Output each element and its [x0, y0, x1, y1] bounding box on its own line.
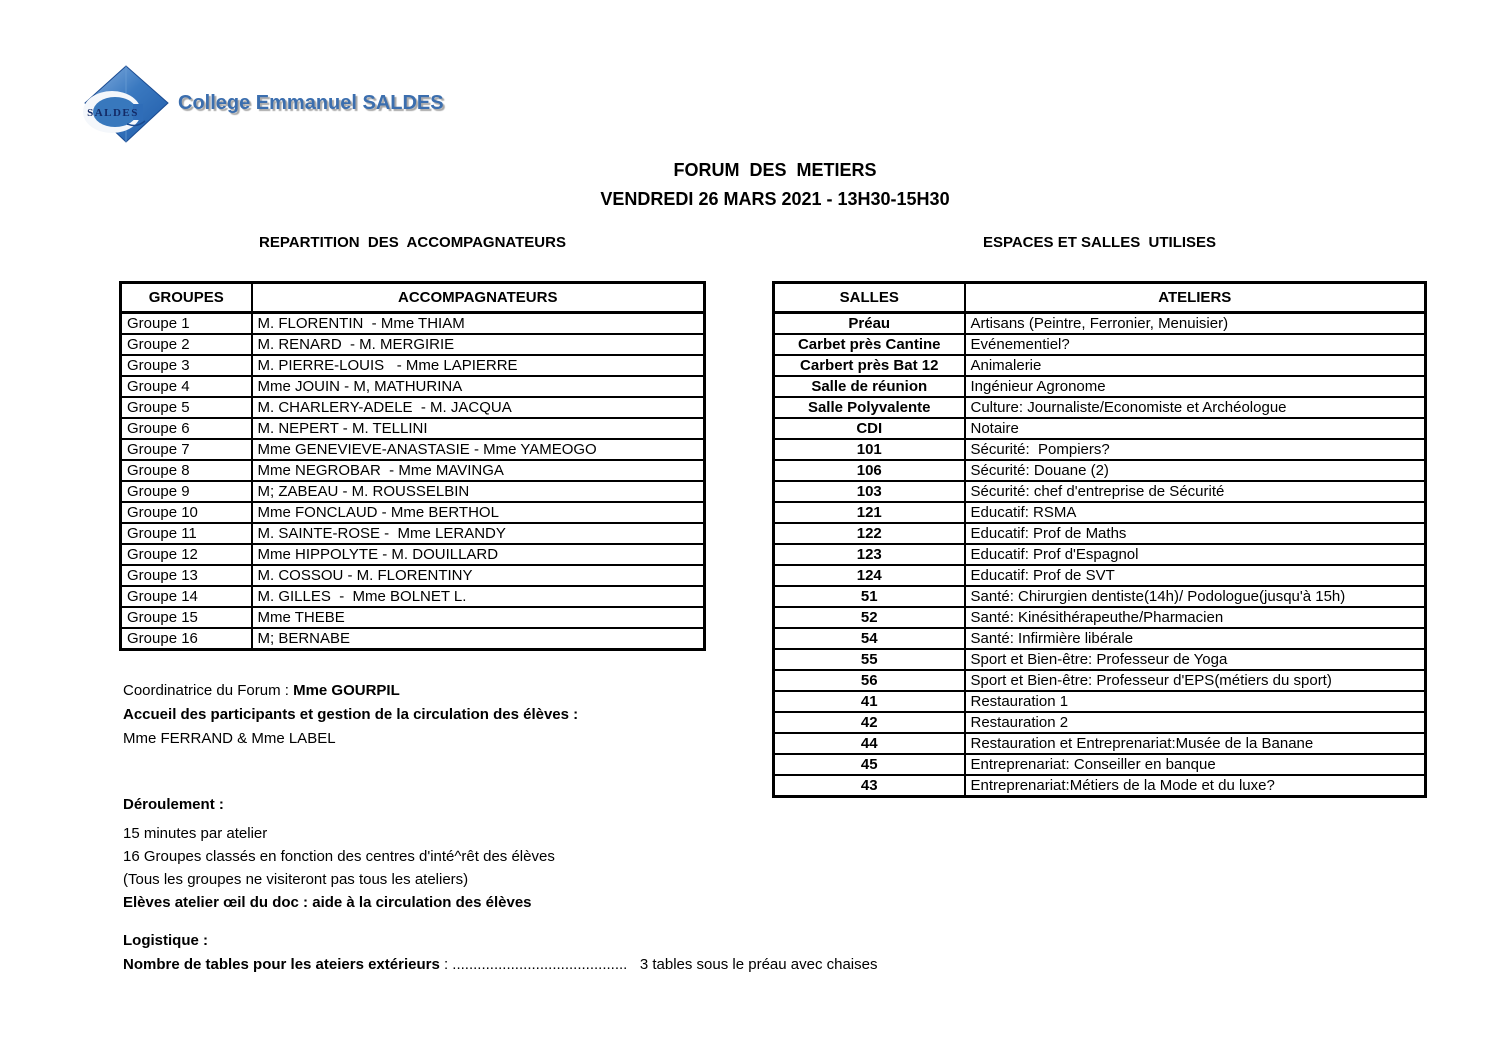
table-cell: Culture: Journaliste/Economiste et Archéologue: [965, 397, 1426, 418]
logistique-heading: Logistique :: [123, 932, 208, 949]
table-cell: 101: [774, 439, 965, 460]
coordination-notes: [123, 679, 578, 751]
table-cell: Sport et Bien-être: Professeur d'EPS(métiers du sport): [965, 670, 1426, 691]
table-row: [774, 670, 1426, 691]
table-row: [774, 712, 1426, 733]
table-cell: Mme GENEVIEVE-ANASTASIE - Mme YAMEOGO: [252, 439, 705, 460]
accueil-names: Mme FERRAND & Mme LABEL: [123, 730, 336, 747]
title-line-1: FORUM DES METIERS: [673, 160, 877, 180]
document-title: [55, 156, 1495, 214]
table-cell: Groupe 9: [121, 481, 252, 502]
table-header-row: [121, 283, 705, 313]
school-logo-icon: [83, 64, 173, 146]
column-header-accompagnateurs: ACCOMPAGNATEURS: [252, 283, 705, 313]
left-section-title: REPARTITION DES ACCOMPAGNATEURS: [259, 234, 566, 251]
table-cell: Sécurité: chef d'entreprise de Sécurité: [965, 481, 1426, 502]
table-cell: Groupe 6: [121, 418, 252, 439]
table-row: [774, 355, 1426, 376]
table-cell: M. FLORENTIN - Mme THIAM: [252, 313, 705, 335]
table-row: [121, 628, 705, 650]
table-row: [774, 775, 1426, 797]
table-cell: M; ZABEAU - M. ROUSSELBIN: [252, 481, 705, 502]
table-cell: Groupe 10: [121, 502, 252, 523]
table-cell: Groupe 14: [121, 586, 252, 607]
table-cell: Entreprenariat: Conseiller en banque: [965, 754, 1426, 775]
table-cell: Groupe 12: [121, 544, 252, 565]
table-row: [121, 502, 705, 523]
deroulement-line: 15 minutes par atelier: [123, 825, 268, 842]
table-row: [774, 733, 1426, 754]
table-row: [774, 691, 1426, 712]
table-cell: Ingénieur Agronome: [965, 376, 1426, 397]
salles-table: [772, 281, 1427, 798]
table-cell: Educatif: RSMA: [965, 502, 1426, 523]
table-cell: Mme FONCLAUD - Mme BERTHOL: [252, 502, 705, 523]
column-header-groupes: GROUPES: [121, 283, 252, 313]
table-row: [774, 523, 1426, 544]
table-cell: Santé: Chirurgien dentiste(14h)/ Podologue(jusqu'à 15h): [965, 586, 1426, 607]
coordinator-label: Coordinatrice du Forum :: [123, 682, 294, 699]
logistique-section: [123, 929, 878, 977]
table-cell: 42: [774, 712, 965, 733]
table-cell: M. NEPERT - M. TELLINI: [252, 418, 705, 439]
table-cell: Groupe 1: [121, 313, 252, 335]
table-cell: 54: [774, 628, 965, 649]
table-row: [774, 313, 1426, 335]
table-cell: Artisans (Peintre, Ferronier, Menuisier): [965, 313, 1426, 335]
accompagnateurs-table-container: [119, 281, 706, 651]
table-cell: Groupe 11: [121, 523, 252, 544]
table-cell: 51: [774, 586, 965, 607]
deroulement-heading: Déroulement :: [123, 796, 224, 813]
table-cell: M. GILLES - Mme BOLNET L.: [252, 586, 705, 607]
table-cell: 121: [774, 502, 965, 523]
table-row: [121, 607, 705, 628]
table-cell: Mme THEBE: [252, 607, 705, 628]
table-cell: Restauration 2: [965, 712, 1426, 733]
table-row: [774, 565, 1426, 586]
deroulement-section: [123, 793, 555, 914]
column-header-ateliers: ATELIERS: [965, 283, 1426, 313]
table-row: [121, 313, 705, 335]
table-cell: Educatif: Prof de Maths: [965, 523, 1426, 544]
table-row: [774, 439, 1426, 460]
table-row: [774, 397, 1426, 418]
table-cell: Restauration 1: [965, 691, 1426, 712]
table-cell: Mme HIPPOLYTE - M. DOUILLARD: [252, 544, 705, 565]
table-cell: Préau: [774, 313, 965, 335]
table-cell: M. CHARLERY-ADELE - M. JACQUA: [252, 397, 705, 418]
deroulement-line: Elèves atelier œil du doc : aide à la circulation des élèves: [123, 894, 532, 911]
column-header-salles: SALLES: [774, 283, 965, 313]
table-cell: Sport et Bien-être: Professeur de Yoga: [965, 649, 1426, 670]
table-row: [121, 397, 705, 418]
table-cell: Santé: Infirmière libérale: [965, 628, 1426, 649]
table-cell: 124: [774, 565, 965, 586]
table-row: [121, 418, 705, 439]
table-cell: 44: [774, 733, 965, 754]
table-cell: Groupe 3: [121, 355, 252, 376]
table-cell: Groupe 13: [121, 565, 252, 586]
table-row: [121, 481, 705, 502]
deroulement-line: 16 Groupes classés en fonction des centres d'inté^rêt des élèves: [123, 848, 555, 865]
table-cell: Salle Polyvalente: [774, 397, 965, 418]
table-cell: Mme JOUIN - M, MATHURINA: [252, 376, 705, 397]
table-cell: Carbert près Bat 12: [774, 355, 965, 376]
table-cell: Educatif: Prof d'Espagnol: [965, 544, 1426, 565]
table-cell: Animalerie: [965, 355, 1426, 376]
table-row: [774, 628, 1426, 649]
table-header-row: [774, 283, 1426, 313]
table-row: [774, 502, 1426, 523]
table-cell: Groupe 5: [121, 397, 252, 418]
table-cell: Carbet près Cantine: [774, 334, 965, 355]
table-cell: 41: [774, 691, 965, 712]
table-cell: 56: [774, 670, 965, 691]
table-row: [121, 565, 705, 586]
accueil-heading: Accueil des participants et gestion de la circulation des élèves :: [123, 706, 579, 723]
table-row: [774, 334, 1426, 355]
table-cell: Notaire: [965, 418, 1426, 439]
table-row: [774, 754, 1426, 775]
right-section-title: ESPACES ET SALLES UTILISES: [982, 234, 1217, 251]
table-cell: Groupe 8: [121, 460, 252, 481]
table-cell: M. RENARD - M. MERGIRIE: [252, 334, 705, 355]
accompagnateurs-table: [119, 281, 706, 651]
coordinator-line: [123, 679, 578, 703]
table-row: [121, 439, 705, 460]
table-cell: Groupe 2: [121, 334, 252, 355]
deroulement-line: (Tous les groupes ne visiteront pas tous les ateliers): [123, 871, 469, 888]
table-cell: 122: [774, 523, 965, 544]
table-row: [121, 544, 705, 565]
table-cell: 55: [774, 649, 965, 670]
table-cell: Sécurité: Douane (2): [965, 460, 1426, 481]
coordinator-name: Mme GOURPIL: [293, 682, 400, 699]
table-row: [774, 586, 1426, 607]
table-row: [121, 355, 705, 376]
table-cell: M. SAINTE-ROSE - Mme LERANDY: [252, 523, 705, 544]
table-row: [774, 544, 1426, 565]
title-line-2: VENDREDI 26 MARS 2021 - 13H30-15H30: [600, 189, 950, 209]
logistique-value: 3 tables sous le préau avec chaises: [639, 956, 878, 973]
table-cell: Groupe 15: [121, 607, 252, 628]
table-cell: CDI: [774, 418, 965, 439]
logo-badge-text: SALDES: [87, 107, 139, 119]
table-cell: Evénementiel?: [965, 334, 1426, 355]
table-cell: Mme NEGROBAR - Mme MAVINGA: [252, 460, 705, 481]
table-cell: 103: [774, 481, 965, 502]
table-cell: M. PIERRE-LOUIS - Mme LAPIERRE: [252, 355, 705, 376]
table-cell: Educatif: Prof de SVT: [965, 565, 1426, 586]
table-cell: Groupe 7: [121, 439, 252, 460]
table-row: [774, 460, 1426, 481]
table-cell: Groupe 4: [121, 376, 252, 397]
table-cell: 123: [774, 544, 965, 565]
table-cell: 106: [774, 460, 965, 481]
table-cell: 52: [774, 607, 965, 628]
table-row: [774, 649, 1426, 670]
table-row: [121, 460, 705, 481]
table-cell: Salle de réunion: [774, 376, 965, 397]
logistique-line: [123, 953, 878, 977]
table-row: [121, 523, 705, 544]
table-row: [774, 607, 1426, 628]
table-cell: Groupe 16: [121, 628, 252, 650]
table-cell: Restauration et Entreprenariat:Musée de la Banane: [965, 733, 1426, 754]
table-cell: M. COSSOU - M. FLORENTINY: [252, 565, 705, 586]
table-cell: Entreprenariat:Métiers de la Mode et du luxe?: [965, 775, 1426, 797]
table-row: [121, 334, 705, 355]
salles-table-container: [772, 281, 1427, 798]
table-cell: Santé: Kinésithérapeuthe/Pharmacien: [965, 607, 1426, 628]
table-cell: 43: [774, 775, 965, 797]
table-row: [774, 418, 1426, 439]
table-cell: 45: [774, 754, 965, 775]
logistique-dots: : ..........................................: [439, 956, 640, 973]
table-row: [121, 586, 705, 607]
table-cell: Sécurité: Pompiers?: [965, 439, 1426, 460]
table-row: [774, 481, 1426, 502]
school-name: College Emmanuel SALDES: [178, 92, 444, 114]
table-row: [121, 376, 705, 397]
table-cell: M; BERNABE: [252, 628, 705, 650]
logistique-label: Nombre de tables pour les ateiers extérieurs: [123, 956, 440, 973]
table-row: [774, 376, 1426, 397]
